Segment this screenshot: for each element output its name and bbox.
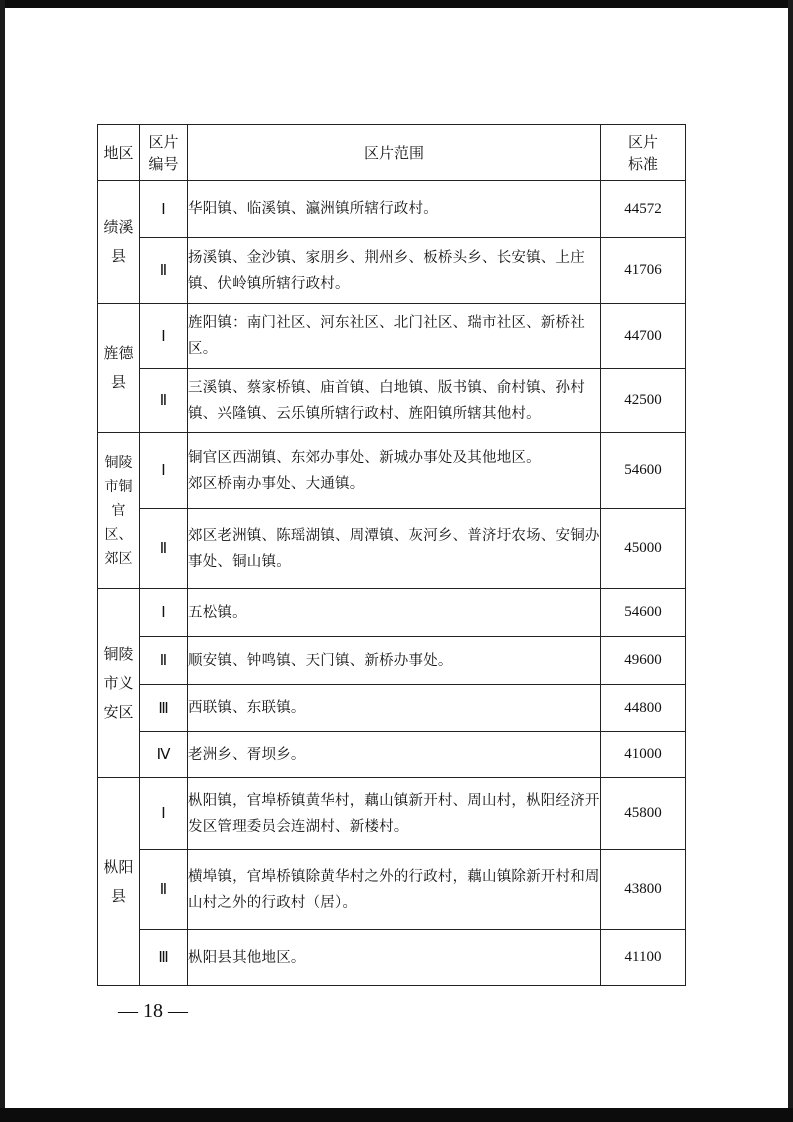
- table-row: [98, 433, 686, 509]
- zone-standard-cell: 44700: [601, 304, 686, 369]
- table-row: [98, 589, 686, 637]
- header-zone-no: 区片 编号: [140, 125, 188, 181]
- table-row: [98, 304, 686, 369]
- zone-no-cell: Ⅱ: [140, 509, 188, 589]
- table-row: [98, 509, 686, 589]
- zone-range-cell: 五松镇。: [188, 589, 601, 637]
- header-region: 地区: [98, 125, 140, 181]
- zone-no-cell: Ⅰ: [140, 778, 188, 850]
- zone-no-cell: Ⅰ: [140, 304, 188, 369]
- zone-range-cell: 扬溪镇、金沙镇、家朋乡、荆州乡、板桥头乡、长安镇、上庄镇、伏岭镇所辖行政村。: [188, 238, 601, 304]
- zone-no-cell: Ⅱ: [140, 850, 188, 930]
- zone-standard-cell: 43800: [601, 850, 686, 930]
- table-header-row: [98, 125, 686, 181]
- region-cell: 绩溪县: [98, 181, 140, 304]
- zone-no-cell: Ⅳ: [140, 732, 188, 778]
- table-row: [98, 850, 686, 930]
- zone-standard-cell: 44572: [601, 181, 686, 238]
- zone-range-cell: 枞阳镇，官埠桥镇黄华村，藕山镇新开村、周山村，枞阳经济开发区管理委员会连湖村、新楼村。: [188, 778, 601, 850]
- zone-range-cell: 顺安镇、钟鸣镇、天门镇、新桥办事处。: [188, 637, 601, 685]
- zone-range-cell: 西联镇、东联镇。: [188, 685, 601, 732]
- zone-standard-cell: 54600: [601, 433, 686, 509]
- table-row: [98, 181, 686, 238]
- zone-standard-cell: 41100: [601, 930, 686, 986]
- header-zone-standard: 区片 标准: [601, 125, 686, 181]
- zone-standard-cell: 54600: [601, 589, 686, 637]
- zone-standard-cell: 45000: [601, 509, 686, 589]
- region-cell: 旌德县: [98, 304, 140, 433]
- table-row: [98, 732, 686, 778]
- zone-range-cell: 枞阳县其他地区。: [188, 930, 601, 986]
- header-zone-range: 区片范围: [188, 125, 601, 181]
- region-cell: 铜陵市铜官区、郊区: [98, 433, 140, 589]
- scan-border-left: [0, 0, 5, 1122]
- zone-no-cell: Ⅱ: [140, 637, 188, 685]
- zone-standard-cell: 49600: [601, 637, 686, 685]
- table-row: [98, 778, 686, 850]
- zone-standard-cell: 41706: [601, 238, 686, 304]
- zone-range-cell: 华阳镇、临溪镇、瀛洲镇所辖行政村。: [188, 181, 601, 238]
- zone-range-cell: 老洲乡、胥坝乡。: [188, 732, 601, 778]
- scan-border-top: [0, 0, 793, 8]
- zone-range-cell: 三溪镇、蔡家桥镇、庙首镇、白地镇、版书镇、俞村镇、孙村镇、兴隆镇、云乐镇所辖行政村、旌阳镇所辖其他村。: [188, 369, 601, 433]
- zone-range-cell: 横埠镇，官埠桥镇除黄华村之外的行政村，藕山镇除新开村和周山村之外的行政村（居）。: [188, 850, 601, 930]
- zone-standard-cell: 41000: [601, 732, 686, 778]
- zone-no-cell: Ⅲ: [140, 685, 188, 732]
- region-cell: 铜陵市义安区: [98, 589, 140, 778]
- zone-range-cell: 郊区老洲镇、陈瑶湖镇、周潭镇、灰河乡、普济圩农场、安铜办事处、铜山镇。: [188, 509, 601, 589]
- zone-standard-cell: 44800: [601, 685, 686, 732]
- zone-no-cell: Ⅰ: [140, 433, 188, 509]
- scan-border-right: [788, 0, 793, 1122]
- page-number: — 18 —: [118, 1000, 188, 1022]
- scan-border-bottom: [0, 1108, 793, 1122]
- zone-standard-cell: 42500: [601, 369, 686, 433]
- zone-standard-table: [97, 124, 686, 986]
- table-row: [98, 930, 686, 986]
- table-row: [98, 685, 686, 732]
- zone-standard-cell: 45800: [601, 778, 686, 850]
- zone-range-cell: 旌阳镇：南门社区、河东社区、北门社区、瑞市社区、新桥社区。: [188, 304, 601, 369]
- table-row: [98, 637, 686, 685]
- table-row: [98, 369, 686, 433]
- region-cell: 枞阳县: [98, 778, 140, 986]
- zone-no-cell: Ⅰ: [140, 589, 188, 637]
- table-row: [98, 238, 686, 304]
- zone-no-cell: Ⅰ: [140, 181, 188, 238]
- zone-no-cell: Ⅱ: [140, 238, 188, 304]
- zone-no-cell: Ⅱ: [140, 369, 188, 433]
- zone-no-cell: Ⅲ: [140, 930, 188, 986]
- zone-range-cell: 铜官区西湖镇、东郊办事处、新城办事处及其他地区。 郊区桥南办事处、大通镇。: [188, 433, 601, 509]
